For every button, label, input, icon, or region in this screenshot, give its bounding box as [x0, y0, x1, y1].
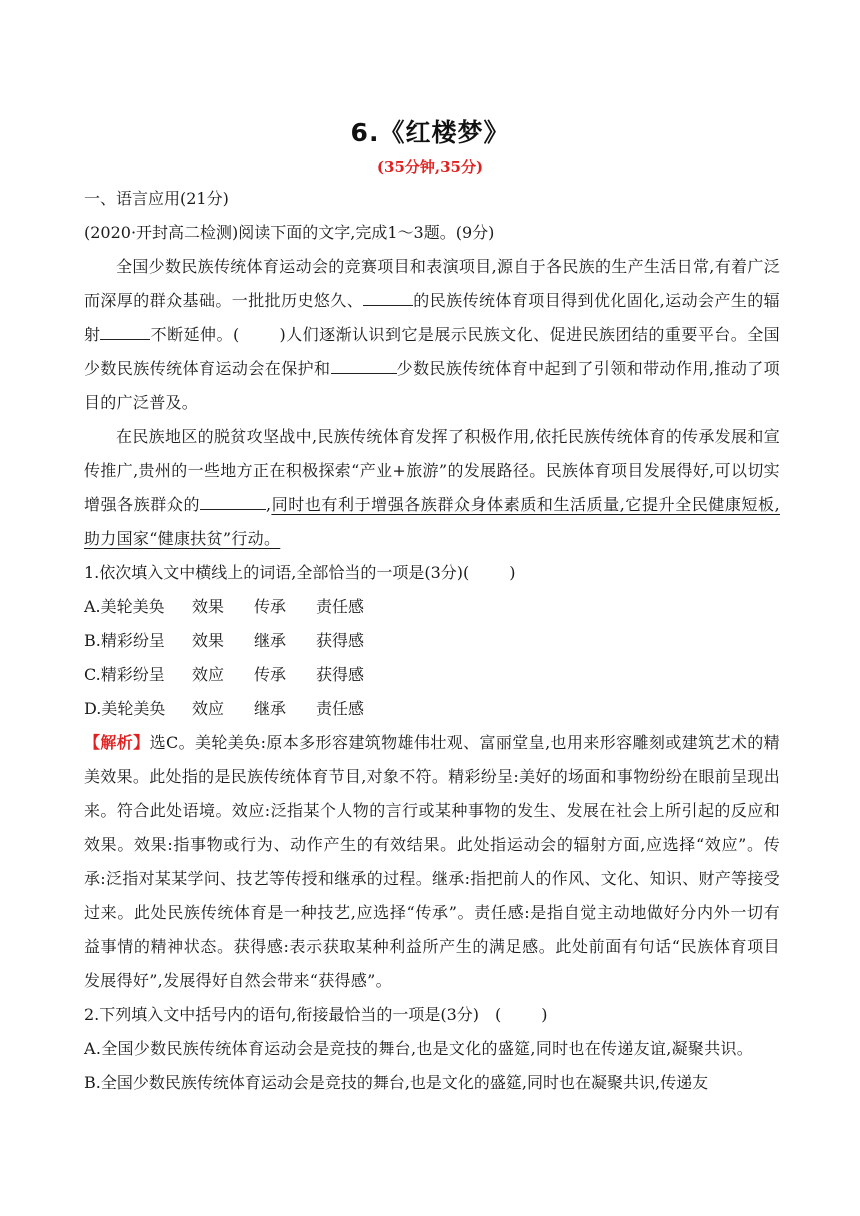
- section-heading: 一、语言应用(21分): [84, 189, 229, 208]
- fill-blank-4: [200, 489, 266, 510]
- page-title: 6.《红楼梦》: [350, 118, 510, 147]
- time-score-subtitle: (35分钟,35分): [376, 158, 484, 176]
- q2-option-b: B.全国少数民族传统体育运动会是竞技的舞台,也是文化的盛筵,同时也在凝聚共识,传递友: [84, 1073, 709, 1092]
- option-b: B.精彩纷呈 效果 继承 获得感: [84, 631, 365, 650]
- fill-blank-1: [363, 285, 413, 306]
- question-2-stem: 2.下列填入文中括号内的语句,衔接最恰当的一项是(3分) ( ): [84, 1005, 548, 1024]
- document-body: [84, 182, 780, 1100]
- analysis-tag: 【解析】: [84, 733, 150, 752]
- option-c: C.精彩纷呈 效应 传承 获得感: [84, 665, 365, 684]
- underlined-sentence: 同时也有利于增强各族群众身体素质和生活质量,它提升全民健康短板,助力国家“健康扶贫”行动。: [84, 495, 780, 548]
- option-a: A.美轮美奂 效果 传承 责任感: [84, 597, 365, 616]
- fill-blank-3: [331, 353, 397, 374]
- q2-option-a: A.全国少数民族传统体育运动会是竞技的舞台,也是文化的盛筵,同时也在传递友谊,凝聚共识。: [84, 1039, 754, 1058]
- reading-source: (2020·开封高二检测)阅读下面的文字,完成1～3题。(9分): [84, 223, 495, 242]
- fill-blank-2: [100, 319, 150, 340]
- passage-paragraph-1: 全国少数民族传统体育运动会的竞赛项目和表演项目,源自于各民族的生产生活日常,有着广泛而深厚的群众基础。一批批历史悠久、 的民族传统体育项目得到优化固化,运动会产生的辐射 不断延伸。( )人们逐渐认识到它是展示民族文化、促进民族团结的重要平台。全国少数民族传统体育运动会在保护和 少数民族传统体育中起到了引领和带动作用,推动了项目的广泛普及。: [84, 257, 780, 412]
- passage-paragraph-2: 在民族地区的脱贫攻坚战中,民族传统体育发挥了积极作用,依托民族传统体育的传承发展和宣传推广,贵州的一些地方正在积极探索“产业+旅游”的发展路径。民族体育项目发展得好,可以切实增强各族群众的 ,同时也有利于增强各族群众身体素质和生活质量,它提升全民健康短板,助力国家“健康扶贫”行动。: [84, 427, 780, 548]
- analysis-paragraph: 【解析】选C。美轮美奂:原本多形容建筑物雄伟壮观、富丽堂皇,也用来形容雕刻或建筑艺术的精美效果。此处指的是民族传统体育节目,对象不符。精彩纷呈:美好的场面和事物纷纷在眼前呈现出来。符合此处语境。效应:泛指某个人物的言行或某种事物的发生、发展在社会上所引起的反应和效果。效果:指事物或行为、动作产生的有效结果。此处指运动会的辐射方面,应选择“效应”。传承:泛指对某某学问、技艺等传授和继承的过程。继承:指把前人的作风、文化、知识、财产等接受过来。此处民族传统体育是一种技艺,应选择“传承”。责任感:是指自觉主动地做好分内外一切有益事情的精神状态。获得感:表示获取某种利益所产生的满足感。此处前面有句话“民族体育项目发展得好”,发展得好自然会带来“获得感”。: [84, 733, 780, 990]
- question-1-stem: 1.依次填入文中横线上的词语,全部恰当的一项是(3分)( ): [84, 563, 516, 582]
- option-d: D.美轮美奂 效应 继承 责任感: [84, 699, 365, 718]
